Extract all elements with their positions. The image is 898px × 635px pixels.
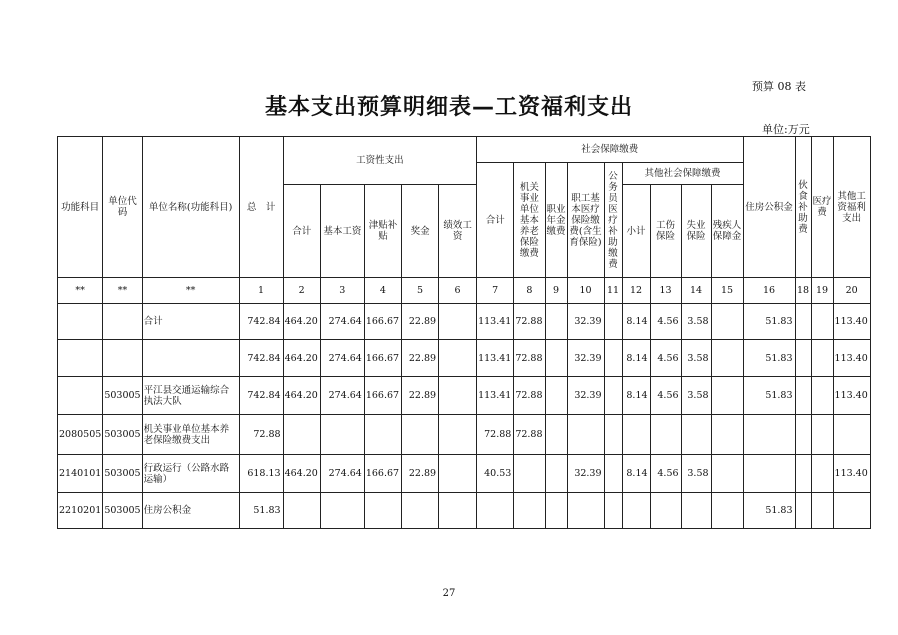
header-civil-medical: 公务员医疗补助缴费 (604, 163, 622, 278)
table-cell: 166.67 (364, 304, 401, 340)
table-cell (103, 340, 142, 377)
index-cell: 2 (283, 278, 320, 304)
table-cell (402, 415, 439, 455)
table-row (58, 415, 871, 455)
table-cell: 4.56 (650, 455, 681, 493)
table-cell: 503005 (103, 455, 142, 493)
index-cell: 8 (514, 278, 545, 304)
table-cell (833, 415, 870, 455)
table-cell (811, 415, 833, 455)
table-cell: 72.88 (514, 415, 545, 455)
index-cell: 4 (364, 278, 401, 304)
table-cell: 2140101 (58, 455, 103, 493)
table-cell (103, 304, 142, 340)
table-cell (604, 304, 622, 340)
index-cell: 3 (320, 278, 364, 304)
table-cell: 机关事业单位基本养老保险缴费支出 (142, 415, 239, 455)
header-unit-code: 单位代码 (103, 137, 142, 278)
table-cell (811, 304, 833, 340)
table-cell: 2080505 (58, 415, 103, 455)
table-cell: 464.20 (283, 340, 320, 377)
table-cell (604, 415, 622, 455)
header-medical: 职工基本医疗保险缴费(含生育保险) (567, 163, 604, 278)
header-housing: 住房公积金 (743, 137, 795, 278)
table-cell (545, 377, 567, 415)
header-medical-fee: 医疗费 (811, 137, 833, 278)
header-salary-total: 合计 (283, 185, 320, 278)
table-cell (320, 493, 364, 529)
table-row (58, 455, 871, 493)
table-row (58, 377, 871, 415)
table-cell: 32.39 (567, 340, 604, 377)
table-cell: 2210201 (58, 493, 103, 529)
index-cell: ** (58, 278, 103, 304)
table-cell (833, 493, 870, 529)
table-cell: 464.20 (283, 377, 320, 415)
index-cell: 12 (622, 278, 650, 304)
data-rows (58, 304, 871, 529)
table-cell (711, 304, 743, 340)
index-row (58, 278, 871, 304)
table-cell: 40.53 (477, 455, 514, 493)
table-cell: 464.20 (283, 455, 320, 493)
index-cell: ** (103, 278, 142, 304)
table-cell: 22.89 (402, 455, 439, 493)
table-cell: 8.14 (622, 340, 650, 377)
table-cell: 464.20 (283, 304, 320, 340)
table-cell: 113.41 (477, 340, 514, 377)
table-cell (711, 377, 743, 415)
table-cell (514, 493, 545, 529)
index-cell: 19 (811, 278, 833, 304)
table-cell: 合计 (142, 304, 239, 340)
table-cell: 166.67 (364, 377, 401, 415)
header-unemployment: 失业保险 (681, 185, 711, 278)
table-cell: 4.56 (650, 340, 681, 377)
index-cell: 11 (604, 278, 622, 304)
table-cell: 274.64 (320, 377, 364, 415)
table-cell (795, 340, 811, 377)
table-cell: 72.88 (514, 304, 545, 340)
table-cell (681, 493, 711, 529)
table-cell (283, 493, 320, 529)
table-cell (622, 415, 650, 455)
table-cell: 行政运行（公路水路运输） (142, 455, 239, 493)
table-cell: 618.13 (239, 455, 283, 493)
table-cell (711, 455, 743, 493)
table-cell (650, 415, 681, 455)
table-cell (58, 377, 103, 415)
table-cell: 113.40 (833, 304, 870, 340)
table-cell: 32.39 (567, 377, 604, 415)
table-cell (622, 493, 650, 529)
table-row (58, 340, 871, 377)
table-cell (811, 377, 833, 415)
form-code: 预算 08 表 (752, 80, 806, 93)
table-cell: 742.84 (239, 377, 283, 415)
table-cell (477, 493, 514, 529)
table-cell: 22.89 (402, 304, 439, 340)
table-cell: 3.58 (681, 377, 711, 415)
table-cell (743, 455, 795, 493)
table-cell: 72.88 (477, 415, 514, 455)
table-cell (811, 340, 833, 377)
header-annuity: 职业年金缴费 (545, 163, 567, 278)
table-cell (545, 493, 567, 529)
header-performance: 绩效工资 (439, 185, 477, 278)
table-cell (567, 493, 604, 529)
table-cell (142, 340, 239, 377)
table-cell (681, 415, 711, 455)
table-cell: 51.83 (743, 340, 795, 377)
table-cell (567, 415, 604, 455)
table-cell: 166.67 (364, 455, 401, 493)
header-other-social-group: 其他社会保障缴费 (622, 163, 743, 185)
table-cell: 51.83 (239, 493, 283, 529)
table-cell: 503005 (103, 377, 142, 415)
table-cell (711, 415, 743, 455)
table-cell: 8.14 (622, 377, 650, 415)
header-meal: 伙食补助费 (795, 137, 811, 278)
table-cell (439, 340, 477, 377)
table-row (58, 493, 871, 529)
table-cell: 51.83 (743, 493, 795, 529)
table-cell: 32.39 (567, 455, 604, 493)
table-cell (58, 304, 103, 340)
table-cell: 274.64 (320, 340, 364, 377)
table-cell: 113.41 (477, 304, 514, 340)
table-cell: 72.88 (514, 377, 545, 415)
table-cell: 32.39 (567, 304, 604, 340)
header-injury: 工伤保险 (650, 185, 681, 278)
header-pension: 机关事业单位基本养老保险缴费 (514, 163, 545, 278)
table-cell: 住房公积金 (142, 493, 239, 529)
table-cell (795, 377, 811, 415)
table-cell: 8.14 (622, 304, 650, 340)
index-cell: 1 (239, 278, 283, 304)
table-cell (545, 415, 567, 455)
table-cell (364, 415, 401, 455)
header-social-group: 社会保障缴费 (477, 137, 743, 163)
table-cell (439, 377, 477, 415)
table-cell (811, 455, 833, 493)
table-cell: 51.83 (743, 304, 795, 340)
table-cell: 503005 (103, 415, 142, 455)
table-cell: 22.89 (402, 377, 439, 415)
index-cell: 15 (711, 278, 743, 304)
table-cell (604, 493, 622, 529)
index-cell: 10 (567, 278, 604, 304)
table-cell (402, 493, 439, 529)
table-cell (439, 415, 477, 455)
table-cell (364, 493, 401, 529)
table-cell (795, 493, 811, 529)
table-cell: 3.58 (681, 340, 711, 377)
table-cell (439, 455, 477, 493)
table-cell: 4.56 (650, 377, 681, 415)
table-cell: 113.40 (833, 455, 870, 493)
table-cell (795, 455, 811, 493)
table-cell (545, 304, 567, 340)
table-cell: 742.84 (239, 340, 283, 377)
index-cell: ** (142, 278, 239, 304)
header-disability: 残疾人保障金 (711, 185, 743, 278)
header-other-subtotal: 小计 (622, 185, 650, 278)
table-cell: 8.14 (622, 455, 650, 493)
index-cell: 16 (743, 278, 795, 304)
table-cell (711, 493, 743, 529)
index-cell: 13 (650, 278, 681, 304)
header-func-code: 功能科目 (58, 137, 103, 278)
table-cell (711, 340, 743, 377)
index-cell: 20 (833, 278, 870, 304)
table-cell (320, 415, 364, 455)
table-cell (604, 455, 622, 493)
index-cell: 5 (402, 278, 439, 304)
table-cell (811, 493, 833, 529)
table-cell (743, 415, 795, 455)
index-cell: 7 (477, 278, 514, 304)
table-cell (604, 377, 622, 415)
page-number: 27 (442, 588, 456, 599)
index-cell: 6 (439, 278, 477, 304)
unit-label: 单位:万元 (762, 123, 810, 136)
header-total: 总 计 (239, 137, 283, 278)
table-cell (545, 455, 567, 493)
index-cell: 9 (545, 278, 567, 304)
table-cell (545, 340, 567, 377)
table-row (58, 304, 871, 340)
header-unit-name: 单位名称(功能科目) (142, 137, 239, 278)
table-cell (795, 415, 811, 455)
budget-table (57, 136, 871, 529)
table-cell: 3.58 (681, 304, 711, 340)
header-social-total: 合计 (477, 163, 514, 278)
index-cell: 14 (681, 278, 711, 304)
page-title: 基本支出预算明细表—工资福利支出 (264, 95, 633, 120)
header-basic-salary: 基本工资 (320, 185, 364, 278)
table-cell (604, 340, 622, 377)
table-cell: 3.58 (681, 455, 711, 493)
table-cell (795, 304, 811, 340)
table-cell: 113.40 (833, 340, 870, 377)
table-cell: 742.84 (239, 304, 283, 340)
table-cell (439, 304, 477, 340)
header-allowance: 津贴补贴 (364, 185, 401, 278)
table-cell: 166.67 (364, 340, 401, 377)
table-cell: 274.64 (320, 455, 364, 493)
table-cell: 22.89 (402, 340, 439, 377)
table-cell: 平江县交通运输综合执法大队 (142, 377, 239, 415)
table-cell: 113.41 (477, 377, 514, 415)
table-cell (514, 455, 545, 493)
index-cell: 18 (795, 278, 811, 304)
table-cell: 113.40 (833, 377, 870, 415)
table-cell (650, 493, 681, 529)
table-cell: 4.56 (650, 304, 681, 340)
table-cell (439, 493, 477, 529)
table-cell: 72.88 (239, 415, 283, 455)
table-cell: 503005 (103, 493, 142, 529)
header-other-welfare: 其他工资福利支出 (833, 137, 870, 278)
table-cell (283, 415, 320, 455)
header-bonus: 奖金 (402, 185, 439, 278)
table-cell: 274.64 (320, 304, 364, 340)
table-cell: 51.83 (743, 377, 795, 415)
table-cell: 72.88 (514, 340, 545, 377)
table-cell (58, 340, 103, 377)
header-salary-group: 工资性支出 (283, 137, 477, 185)
